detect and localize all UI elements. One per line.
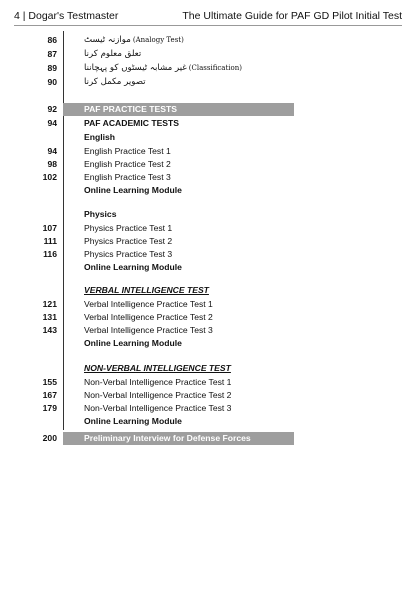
toc-page-number: 121 (42, 299, 57, 309)
toc-page-number: 90 (47, 77, 57, 87)
subsection-title: VERBAL INTELLIGENCE TEST (84, 285, 209, 295)
toc-row[interactable] (0, 235, 416, 248)
toc-row[interactable] (0, 415, 416, 428)
toc-row[interactable] (0, 324, 416, 337)
toc-page-number: 143 (42, 325, 57, 335)
toc-entry-label: Non-Verbal Intelligence Practice Test 2 (84, 390, 232, 400)
toc-page-number: 200 (42, 433, 57, 443)
subsection-heading (0, 131, 416, 144)
toc-row[interactable] (0, 171, 416, 184)
subsection-heading (0, 362, 416, 375)
toc-entry-label: Physics Practice Test 1 (84, 223, 173, 233)
toc-row[interactable] (0, 376, 416, 389)
toc-page-number: 86 (47, 35, 57, 45)
toc-entry-label: Non-Verbal Intelligence Practice Test 1 (84, 377, 232, 387)
toc-entry-label: Physics Practice Test 2 (84, 236, 173, 246)
toc-page-number: 167 (42, 390, 57, 400)
toc-row[interactable] (0, 402, 416, 415)
header-right: The Ultimate Guide for PAF GD Pilot Initial Test (182, 10, 402, 22)
toc-page-number: 94 (47, 146, 57, 156)
toc-page-number: 131 (42, 312, 57, 322)
toc-entry-label: Verbal Intelligence Practice Test 1 (84, 299, 213, 309)
page-header (14, 9, 402, 23)
online-module-label: Online Learning Module (84, 262, 182, 272)
toc-row[interactable] (0, 298, 416, 311)
toc-entry-label: English Practice Test 1 (84, 146, 171, 156)
toc-entry-label: Physics Practice Test 3 (84, 249, 173, 259)
toc-page-number: 98 (47, 159, 57, 169)
toc-row[interactable] (0, 158, 416, 171)
online-module-label: Online Learning Module (84, 185, 182, 195)
toc-row[interactable] (0, 145, 416, 158)
toc-row[interactable] (0, 76, 416, 89)
section-title: PAF ACADEMIC TESTS (84, 118, 180, 128)
subsection-heading (0, 284, 416, 297)
subsection-title: NON-VERBAL INTELLIGENCE TEST (84, 363, 231, 373)
toc-entry-label: English Practice Test 3 (84, 172, 171, 182)
toc-row[interactable] (0, 311, 416, 324)
toc-entry-label: غیر مشابہ ٹیسٹوں کو پہچاننا (Classification) (84, 63, 242, 73)
toc-page-number: 89 (47, 63, 57, 73)
subsection-title: Physics (84, 209, 117, 219)
online-module-label: Online Learning Module (84, 338, 182, 348)
toc-row[interactable] (0, 62, 416, 75)
toc-row-section[interactable] (0, 103, 416, 116)
toc-row[interactable] (0, 248, 416, 261)
toc-entry-label: Non-Verbal Intelligence Practice Test 3 (84, 403, 232, 413)
toc-page-number: 111 (43, 236, 57, 246)
toc-row[interactable] (0, 337, 416, 350)
toc-entry-label: تصویر مکمل کرنا (84, 77, 146, 87)
toc-page-number: 102 (42, 172, 57, 182)
toc-entry-label: English Practice Test 2 (84, 159, 171, 169)
subsection-title: English (84, 132, 116, 142)
toc-row[interactable] (0, 261, 416, 274)
header-left: 4 | Dogar's Testmaster (14, 10, 119, 22)
toc-row[interactable] (0, 222, 416, 235)
toc-page-number: 155 (42, 377, 57, 387)
header-rule (14, 25, 402, 26)
subsection-heading (0, 208, 416, 221)
toc-entry-label: موازنہ ٹیسٹ (Analogy Test) (84, 35, 184, 45)
section-title: PAF PRACTICE TESTS (84, 104, 177, 114)
toc-row[interactable] (0, 48, 416, 61)
section-highlight-bar (63, 432, 294, 445)
toc-entry-label: Verbal Intelligence Practice Test 3 (84, 325, 213, 335)
toc-row[interactable] (0, 117, 416, 130)
toc-row[interactable] (0, 34, 416, 47)
toc-page-number: 116 (43, 249, 57, 259)
toc-page-number: 92 (47, 104, 57, 114)
toc-page-number: 87 (47, 49, 57, 59)
toc-row[interactable] (0, 184, 416, 197)
toc-row-section[interactable] (0, 432, 416, 445)
toc-entry-label: تعلق معلوم کرنا (84, 49, 142, 59)
toc-row[interactable] (0, 389, 416, 402)
toc-page-number: 107 (42, 223, 57, 233)
section-highlight-bar (63, 103, 294, 116)
toc-page-number: 94 (47, 118, 57, 128)
online-module-label: Online Learning Module (84, 416, 182, 426)
toc-page-number: 179 (42, 403, 57, 413)
toc-entry-label: Verbal Intelligence Practice Test 2 (84, 312, 213, 322)
section-title: Preliminary Interview for Defense Forces (84, 433, 251, 443)
